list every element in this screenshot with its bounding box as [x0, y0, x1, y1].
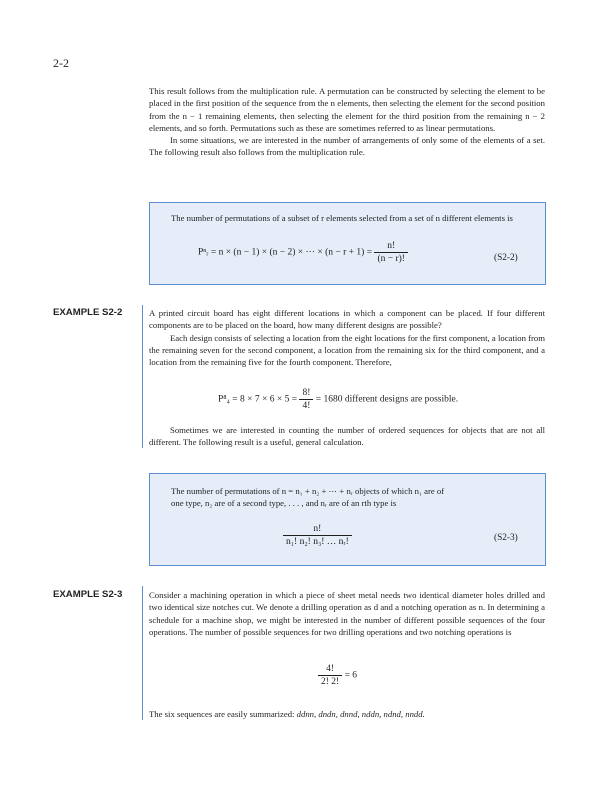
definition-box-permutations-similar — [149, 473, 546, 566]
example-s2-3-summary-prefix: The six sequences are easily summarized: — [149, 709, 295, 719]
example-s2-3-summary-sequences: ddnn, dndn, dnnd, nddn, ndnd, nndd. — [296, 709, 425, 719]
box2-text-line-2: one type, n₂ are of a second type, . . . , and nᵣ are of an rth type is — [171, 498, 397, 509]
intro-text — [149, 85, 545, 159]
example-s2-2-fraction — [299, 388, 313, 411]
example-s2-3-formula — [318, 664, 357, 687]
box1-numerator: n! — [387, 241, 396, 251]
box1-formula — [198, 241, 408, 264]
example-s2-2-paragraph-1: A printed circuit board has eight different locations in which a component can be placed. If four different components are to be placed on the board, how many different designs are possible? — [149, 308, 545, 331]
example-s2-2-text — [149, 307, 545, 368]
example-s2-2-formula — [218, 388, 458, 411]
definition-box-permutations-subset — [149, 202, 546, 285]
example-s2-2-formula-lhs: P⁸₄ = 8 × 7 × 6 × 5 = — [218, 394, 298, 405]
box2-formula — [283, 524, 352, 547]
intro-paragraph-2: In some situations, we are interested in the number of arrangements of only some of the elements of a set. The following result also follows from the multiplication rule. — [149, 135, 545, 158]
equation-number-s2-3: (S2-3) — [494, 533, 518, 543]
page-number: 2-2 — [53, 56, 69, 70]
intro-paragraph-1: This result follows from the multiplication rule. A permutation can be constructed by selecting the element to be placed in the first position of the sequence from the n elements, then selecting the element for the second position from the n − 1 remaining elements, then selecting the element for the third position from the remaining n − 2 elements, and so forth. Permutations such as these are sometimes referred to as linear permutations. — [149, 86, 545, 133]
example-s2-2-numerator: 8! — [302, 388, 311, 398]
box2-numerator: n! — [313, 524, 322, 534]
box1-fraction — [374, 241, 408, 264]
example-s2-3-numerator: 4! — [326, 664, 335, 674]
box2-text-line-1: The number of permutations of n = n₁ + n₂ + ⋯ + nᵣ objects of which n₁ are of — [171, 486, 445, 496]
example-label-s2-3: EXAMPLE S2-3 — [53, 589, 123, 600]
example-label-s2-2: EXAMPLE S2-2 — [53, 307, 123, 318]
example-s2-3-denominator: 2! 2! — [318, 675, 342, 687]
example-s2-3-result: = 6 — [344, 670, 358, 681]
box1-formula-lhs: Pⁿᵣ = n × (n − 1) × (n − 2) × ⋯ × (n − r + 1) = — [198, 247, 373, 258]
example-s2-3-paragraph: Consider a machining operation in which a piece of sheet metal needs two identical diameter holes drilled and two identical size notches cut. We denote a drilling operation as d and a notching operation as n. In determining a schedule for a machine shop, we might be interested in the number of different possible sequences of the four operations. The number of possible sequences for two drilling operations and two notching operations is — [149, 590, 545, 637]
middle-text — [149, 424, 545, 449]
example-s2-3-summary — [149, 708, 545, 720]
example-s2-2-rule — [142, 305, 143, 448]
box1-text: The number of permutations of a subset of r elements selected from a set of n different elements is — [171, 213, 513, 223]
example-s2-2-paragraph-2: Each design consists of selecting a location from the eight locations for the first component, a location from the remaining seven for the second component, a location from the remaining six for the third component, and a location from the remaining five for the fourth component. Therefore, — [149, 332, 545, 368]
example-s2-3-rule — [142, 586, 143, 720]
example-s2-2-formula-rhs: = 1680 different designs are possible. — [315, 394, 459, 405]
box1-denominator: (n − r)! — [374, 252, 408, 264]
example-s2-2-denominator: 4! — [299, 399, 313, 411]
box2-text — [171, 485, 523, 510]
box2-denominator: n₁! n₂! n₃! … nᵣ! — [283, 535, 352, 547]
example-s2-3-text — [149, 589, 545, 638]
box2-fraction — [283, 524, 352, 547]
middle-paragraph: Sometimes we are interested in counting the number of ordered sequences for objects that are not all different. The following result is a useful, general calculation. — [149, 425, 545, 448]
example-s2-3-fraction — [318, 664, 342, 687]
equation-number-s2-2: (S2-2) — [494, 253, 518, 263]
